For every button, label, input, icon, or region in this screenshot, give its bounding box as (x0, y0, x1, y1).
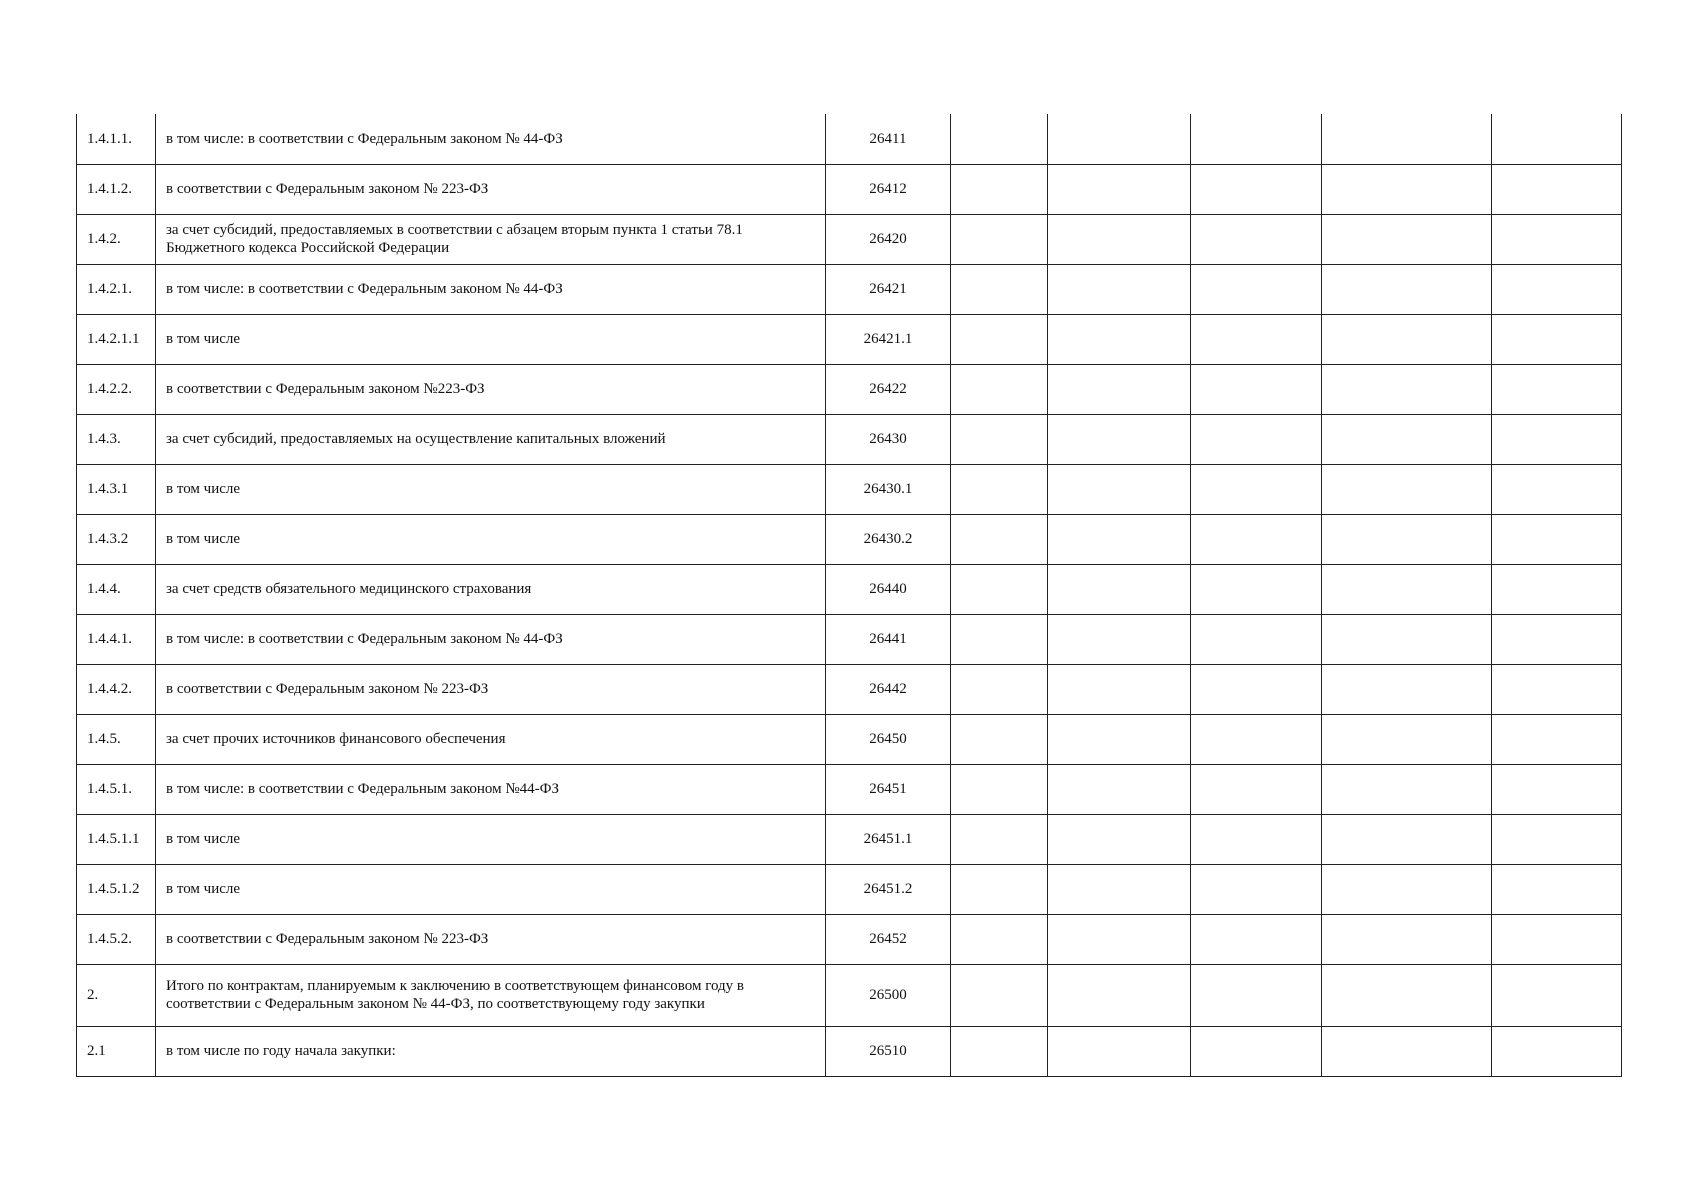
value-cell (1492, 264, 1622, 314)
value-cell (1048, 714, 1191, 764)
indicator-name-cell: в соответствии с Федеральным законом № 223-ФЗ (156, 664, 826, 714)
value-cell (1322, 164, 1492, 214)
table-row (77, 164, 1622, 214)
row-number-cell: 1.4.5.2. (77, 914, 156, 964)
value-cell (951, 864, 1048, 914)
value-cell (1322, 114, 1492, 164)
value-cell (1191, 1026, 1322, 1076)
value-cell (1492, 714, 1622, 764)
value-cell (1322, 564, 1492, 614)
table-row (77, 464, 1622, 514)
value-cell (1492, 964, 1622, 1026)
table-row (77, 264, 1622, 314)
table-row (77, 564, 1622, 614)
indicator-name-cell: в соответствии с Федеральным законом № 223-ФЗ (156, 914, 826, 964)
value-cell (951, 414, 1048, 464)
row-code-cell: 26510 (826, 1026, 951, 1076)
row-code-cell: 26420 (826, 214, 951, 264)
value-cell (1048, 764, 1191, 814)
value-cell (951, 264, 1048, 314)
value-cell (1048, 814, 1191, 864)
value-cell (1492, 314, 1622, 364)
row-code-cell: 26421.1 (826, 314, 951, 364)
row-code-cell: 26442 (826, 664, 951, 714)
indicator-name-cell: в том числе (156, 814, 826, 864)
data-table (76, 114, 1622, 1077)
value-cell (1191, 114, 1322, 164)
value-cell (1492, 164, 1622, 214)
row-code-cell: 26430.1 (826, 464, 951, 514)
value-cell (1322, 914, 1492, 964)
table-row (77, 864, 1622, 914)
value-cell (1322, 464, 1492, 514)
value-cell (951, 164, 1048, 214)
value-cell (1048, 564, 1191, 614)
value-cell (1191, 864, 1322, 914)
indicator-name-cell: в том числе (156, 464, 826, 514)
value-cell (951, 664, 1048, 714)
value-cell (1191, 414, 1322, 464)
row-code-cell: 26430 (826, 414, 951, 464)
value-cell (1322, 764, 1492, 814)
table-row (77, 514, 1622, 564)
value-cell (1492, 114, 1622, 164)
indicator-name-cell: за счет субсидий, предоставляемых на осуществление капитальных вложений (156, 414, 826, 464)
table-body (77, 114, 1622, 1076)
row-number-cell: 1.4.5.1.2 (77, 864, 156, 914)
value-cell (1191, 964, 1322, 1026)
value-cell (1492, 864, 1622, 914)
indicator-name-cell: в том числе: в соответствии с Федеральным законом №44-ФЗ (156, 764, 826, 814)
value-cell (1492, 814, 1622, 864)
value-cell (1492, 614, 1622, 664)
value-cell (951, 714, 1048, 764)
row-code-cell: 26450 (826, 714, 951, 764)
value-cell (951, 364, 1048, 414)
value-cell (1048, 964, 1191, 1026)
value-cell (1492, 1026, 1622, 1076)
row-number-cell: 1.4.2.1. (77, 264, 156, 314)
value-cell (1191, 364, 1322, 414)
indicator-name-cell: в том числе (156, 514, 826, 564)
value-cell (1322, 264, 1492, 314)
row-number-cell: 1.4.1.2. (77, 164, 156, 214)
row-code-cell: 26451.1 (826, 814, 951, 864)
indicator-name-cell: в том числе: в соответствии с Федеральным законом № 44-ФЗ (156, 114, 826, 164)
row-code-cell: 26451.2 (826, 864, 951, 914)
indicator-name-cell: в том числе (156, 864, 826, 914)
value-cell (1191, 464, 1322, 514)
indicator-name-cell: за счет средств обязательного медицинского страхования (156, 564, 826, 614)
value-cell (1191, 164, 1322, 214)
row-code-cell: 26451 (826, 764, 951, 814)
value-cell (1322, 314, 1492, 364)
row-number-cell: 1.4.3.1 (77, 464, 156, 514)
value-cell (1191, 314, 1322, 364)
row-number-cell: 1.4.5.1.1 (77, 814, 156, 864)
row-code-cell: 26421 (826, 264, 951, 314)
row-number-cell: 2.1 (77, 1026, 156, 1076)
value-cell (1048, 414, 1191, 464)
row-code-cell: 26430.2 (826, 514, 951, 564)
row-code-cell: 26452 (826, 914, 951, 964)
value-cell (1191, 214, 1322, 264)
value-cell (1322, 614, 1492, 664)
indicator-name-cell: Итого по контрактам, планируемым к заключению в соответствующем финансовом году в соответствии с Федеральным законом № 44-ФЗ, по соответствующему году закупки (156, 964, 826, 1026)
row-number-cell: 1.4.5.1. (77, 764, 156, 814)
value-cell (1322, 714, 1492, 764)
indicator-name-cell: за счет прочих источников финансового обеспечения (156, 714, 826, 764)
value-cell (1322, 414, 1492, 464)
value-cell (951, 764, 1048, 814)
row-code-cell: 26441 (826, 614, 951, 664)
value-cell (951, 314, 1048, 364)
value-cell (1048, 864, 1191, 914)
row-code-cell: 26412 (826, 164, 951, 214)
value-cell (1322, 1026, 1492, 1076)
value-cell (1322, 214, 1492, 264)
indicator-name-cell: в том числе по году начала закупки: (156, 1026, 826, 1076)
row-number-cell: 1.4.1.1. (77, 114, 156, 164)
value-cell (1191, 714, 1322, 764)
row-number-cell: 1.4.2. (77, 214, 156, 264)
indicator-name-cell: в соответствии с Федеральным законом №223-ФЗ (156, 364, 826, 414)
value-cell (1322, 664, 1492, 714)
value-cell (1048, 614, 1191, 664)
row-number-cell: 1.4.2.2. (77, 364, 156, 414)
value-cell (1048, 914, 1191, 964)
value-cell (1191, 814, 1322, 864)
value-cell (951, 114, 1048, 164)
value-cell (951, 464, 1048, 514)
value-cell (1322, 864, 1492, 914)
indicator-name-cell: в том числе (156, 314, 826, 364)
indicator-name-cell: в том числе: в соответствии с Федеральным законом № 44-ФЗ (156, 264, 826, 314)
value-cell (951, 914, 1048, 964)
table-row (77, 214, 1622, 264)
row-number-cell: 1.4.5. (77, 714, 156, 764)
value-cell (1492, 564, 1622, 614)
row-number-cell: 1.4.4.1. (77, 614, 156, 664)
table-row (77, 114, 1622, 164)
value-cell (1048, 364, 1191, 414)
row-number-cell: 1.4.4. (77, 564, 156, 614)
value-cell (1048, 664, 1191, 714)
value-cell (1492, 414, 1622, 464)
table-row (77, 664, 1622, 714)
value-cell (1048, 314, 1191, 364)
row-number-cell: 1.4.3. (77, 414, 156, 464)
value-cell (1322, 964, 1492, 1026)
value-cell (1048, 514, 1191, 564)
table-row (77, 414, 1622, 464)
row-number-cell: 1.4.2.1.1 (77, 314, 156, 364)
value-cell (1191, 664, 1322, 714)
row-code-cell: 26411 (826, 114, 951, 164)
value-cell (1492, 664, 1622, 714)
value-cell (1492, 214, 1622, 264)
value-cell (1492, 914, 1622, 964)
row-number-cell: 2. (77, 964, 156, 1026)
value-cell (1492, 364, 1622, 414)
value-cell (1322, 814, 1492, 864)
value-cell (1048, 264, 1191, 314)
value-cell (1191, 914, 1322, 964)
value-cell (1191, 764, 1322, 814)
row-code-cell: 26422 (826, 364, 951, 414)
table-row (77, 764, 1622, 814)
indicator-name-cell: за счет субсидий, предоставляемых в соответствии с абзацем вторым пункта 1 статьи 78.1 Бюджетного кодекса Российской Федерации (156, 214, 826, 264)
row-number-cell: 1.4.4.2. (77, 664, 156, 714)
row-number-cell: 1.4.3.2 (77, 514, 156, 564)
value-cell (951, 814, 1048, 864)
value-cell (1191, 264, 1322, 314)
value-cell (1048, 214, 1191, 264)
value-cell (1048, 114, 1191, 164)
value-cell (1191, 614, 1322, 664)
table-row (77, 714, 1622, 764)
value-cell (1322, 514, 1492, 564)
value-cell (1492, 514, 1622, 564)
value-cell (951, 1026, 1048, 1076)
row-code-cell: 26440 (826, 564, 951, 614)
indicator-name-cell: в соответствии с Федеральным законом № 223-ФЗ (156, 164, 826, 214)
value-cell (951, 614, 1048, 664)
value-cell (1048, 464, 1191, 514)
value-cell (1322, 364, 1492, 414)
value-cell (1191, 564, 1322, 614)
value-cell (1492, 764, 1622, 814)
table-row (77, 364, 1622, 414)
value-cell (951, 214, 1048, 264)
indicator-name-cell: в том числе: в соответствии с Федеральным законом № 44-ФЗ (156, 614, 826, 664)
table-row (77, 964, 1622, 1026)
table-row (77, 314, 1622, 364)
row-code-cell: 26500 (826, 964, 951, 1026)
value-cell (951, 564, 1048, 614)
value-cell (951, 964, 1048, 1026)
table-row (77, 814, 1622, 864)
table-row (77, 614, 1622, 664)
value-cell (951, 514, 1048, 564)
table-row (77, 914, 1622, 964)
table-row (77, 1026, 1622, 1076)
value-cell (1191, 514, 1322, 564)
value-cell (1048, 1026, 1191, 1076)
value-cell (1492, 464, 1622, 514)
value-cell (1048, 164, 1191, 214)
